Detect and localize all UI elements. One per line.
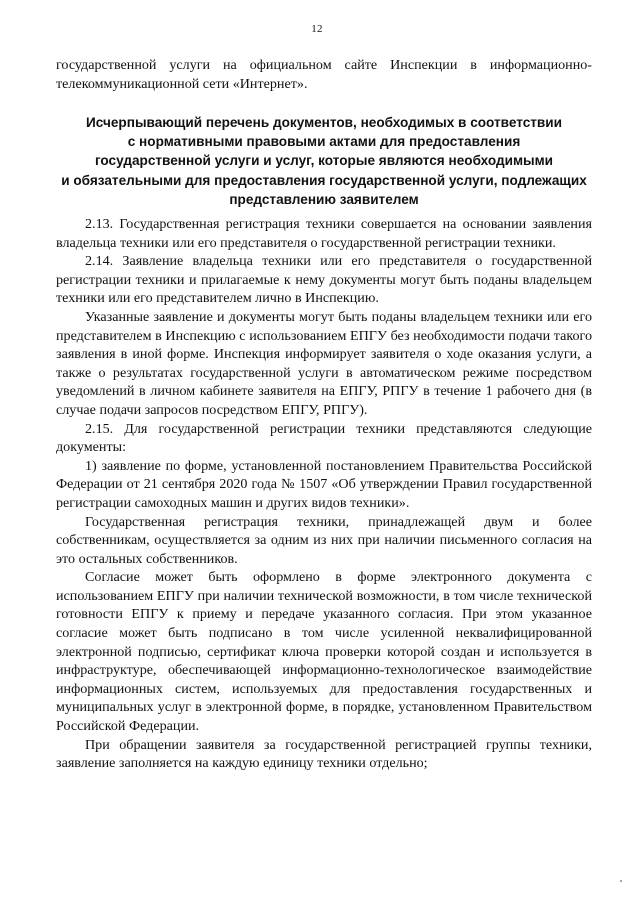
paragraph-2-13: 2.13. Государственная регистрация техники совершается на основании заявления владельца техники или его представителя о государственной регистрации техники. xyxy=(56,216,592,251)
heading-line: государственной услуги и услуг, которые являются необходимыми xyxy=(94,153,554,169)
section-heading xyxy=(56,113,592,209)
heading-line: Исчерпывающий перечень документов, необходимых в соответствии xyxy=(86,115,562,130)
page-number: 12 xyxy=(311,23,323,35)
heading-line: и обязательными для предоставления государственной услуги, подлежащих xyxy=(61,172,587,188)
paragraph-consent: Согласие может быть оформлено в форме электронного документа с использованием ЕПГУ при наличии технической возможности, в том числе технической готовности ЕПГУ к приему и передаче указанного согласия. При этом указанное согласие может быть подписано в том числе усиленной неквалифицированной электронной подписью, сертификат ключа проверки которой создан и используется в инфраструктуре, обеспечивающей информационно-технологическое взаимодействие информационных систем, используемых для предоставления государственных и муниципальных услуг в электронной форме, в порядке, установленном Правительством Российской Федерации. xyxy=(56,569,592,735)
paragraph-group-registration: При обращении заявителя за государственной регистрацией группы техники, заявление заполняется на каждую единицу техники отдельно; xyxy=(56,736,592,772)
document-body xyxy=(56,215,592,773)
paragraph-2-14: 2.14. Заявление владельца техники или его представителя о государственной регистрации техники и прилагаемые к нему документы могут быть поданы владельцем техники или его представителем лично в Инспекцию. xyxy=(56,253,592,307)
paragraph-multiple-owners: Государственная регистрация техники, принадлежащей двум и более собственникам, осуществляется за одним из них при наличии письменного согласия на это остальных собственников. xyxy=(56,513,592,567)
paragraph-epgu-submission: Указанные заявление и документы могут быть поданы владельцем техники или его представителем в Инспекцию с использованием ЕПГУ без необходимости подачи такого заявления в иной форме. Инспекция информирует заявителя о ходе оказания услуги, а также о результатах государственной услуги в автоматическом режиме посредством уведомлений в личном кабинете заявителя на ЕПГУ, РПГУ в течение 1 рабочего дня (в случае подачи запросов посредством ЕПГУ, РПГУ). xyxy=(56,308,592,418)
heading-line: представлению заявителем xyxy=(229,191,419,207)
intro-continuation: государственной услуги на официальном сайте Инспекции в информационно-телекоммуникационной сети «Интернет». xyxy=(56,57,592,92)
list-item-1: 1) заявление по форме, установленной постановлением Правительства Российской Федерации от 21 сентября 2020 года № 1507 «Об утверждении Правил государственной регистрации самоходных машин и других видов техники». xyxy=(56,457,592,511)
paragraph-2-15: 2.15. Для государственной регистрации техники представляются следующие документы: xyxy=(56,420,592,456)
heading-line: с нормативными правовыми актами для предоставления xyxy=(127,134,521,150)
scan-speck xyxy=(620,880,622,882)
